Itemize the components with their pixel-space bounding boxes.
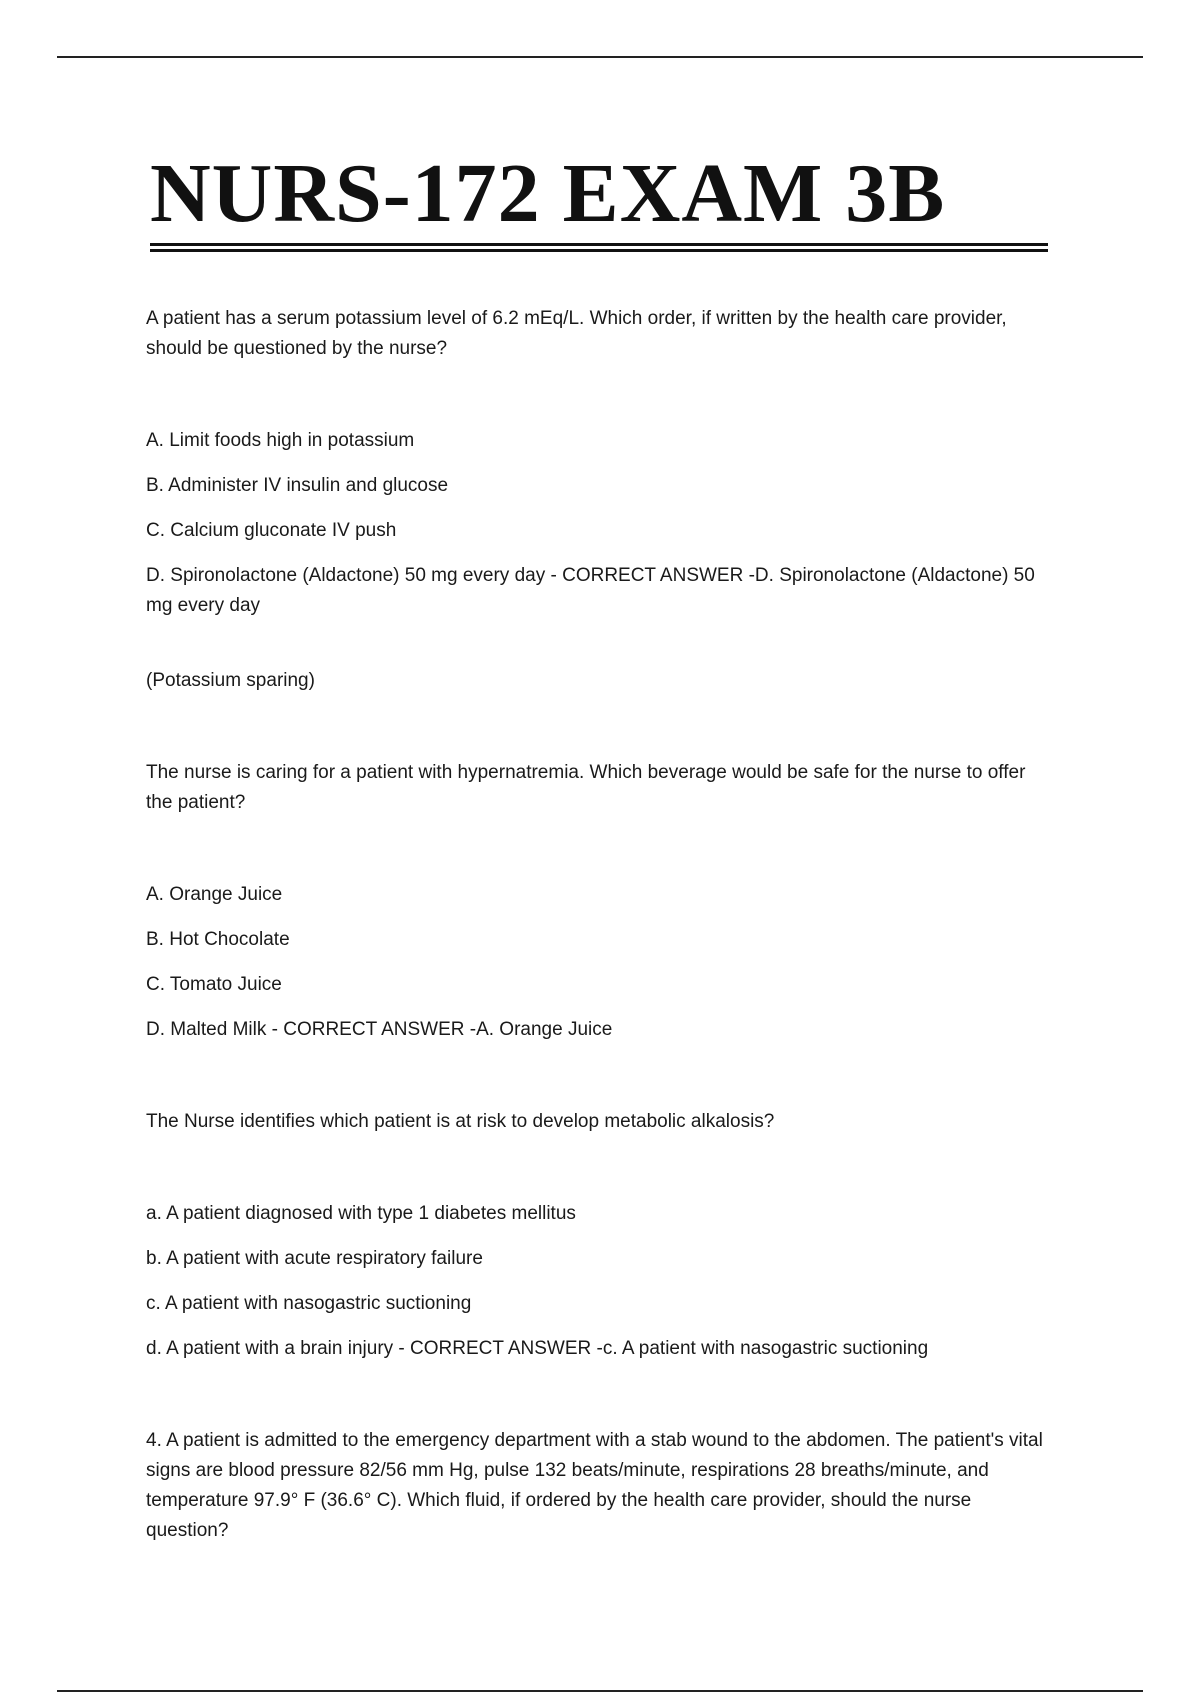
question-1-option-b: B. Administer IV insulin and glucose bbox=[146, 475, 449, 496]
question-3-option-d-answer: d. A patient with a brain injury - CORRECT ANSWER -c. A patient with nasogastric suctioning bbox=[146, 1338, 929, 1359]
question-1-option-a: A. Limit foods high in potassium bbox=[146, 430, 415, 451]
question-2-option-a: A. Orange Juice bbox=[146, 884, 283, 905]
question-1-text: A patient has a serum potassium level of 6.2 mEq/L. Which order, if written by the health care provider, should be questioned by the nurse? bbox=[146, 308, 1007, 359]
title-double-underline bbox=[150, 243, 1048, 252]
document-title: NURS-172 EXAM 3B bbox=[150, 147, 946, 240]
question-4-text: 4. A patient is admitted to the emergency department with a stab wound to the abdomen. The patient's vital signs are blood pressure 82/56 mm Hg, pulse 132 beats/minute, respirations 28 breaths/minute, and temperature 97.9° F (36.6° C). Which fluid, if ordered by the health care provider, should the nurse question? bbox=[146, 1430, 1043, 1541]
document-body bbox=[146, 304, 1046, 1546]
top-rule bbox=[57, 56, 1143, 58]
question-1-note: (Potassium sparing) bbox=[146, 670, 315, 691]
question-2-text: The nurse is caring for a patient with hypernatremia. Which beverage would be safe for the nurse to offer the patient? bbox=[146, 762, 1026, 813]
question-1-option-c: C. Calcium gluconate IV push bbox=[146, 520, 397, 541]
question-3-option-b: b. A patient with acute respiratory failure bbox=[146, 1248, 483, 1269]
bottom-rule bbox=[57, 1690, 1143, 1692]
question-3-option-a: a. A patient diagnosed with type 1 diabetes mellitus bbox=[146, 1203, 576, 1224]
question-3-option-c: c. A patient with nasogastric suctioning bbox=[146, 1293, 472, 1314]
question-1-option-d-answer: D. Spironolactone (Aldactone) 50 mg every day - CORRECT ANSWER -D. Spironolactone (Aldactone) 50 mg every day bbox=[146, 565, 1035, 616]
question-2-option-d-answer: D. Malted Milk - CORRECT ANSWER -A. Orange Juice bbox=[146, 1019, 613, 1040]
question-2-option-c: C. Tomato Juice bbox=[146, 974, 282, 995]
question-2-option-b: B. Hot Chocolate bbox=[146, 929, 290, 950]
question-3-text: The Nurse identifies which patient is at risk to develop metabolic alkalosis? bbox=[146, 1111, 775, 1132]
